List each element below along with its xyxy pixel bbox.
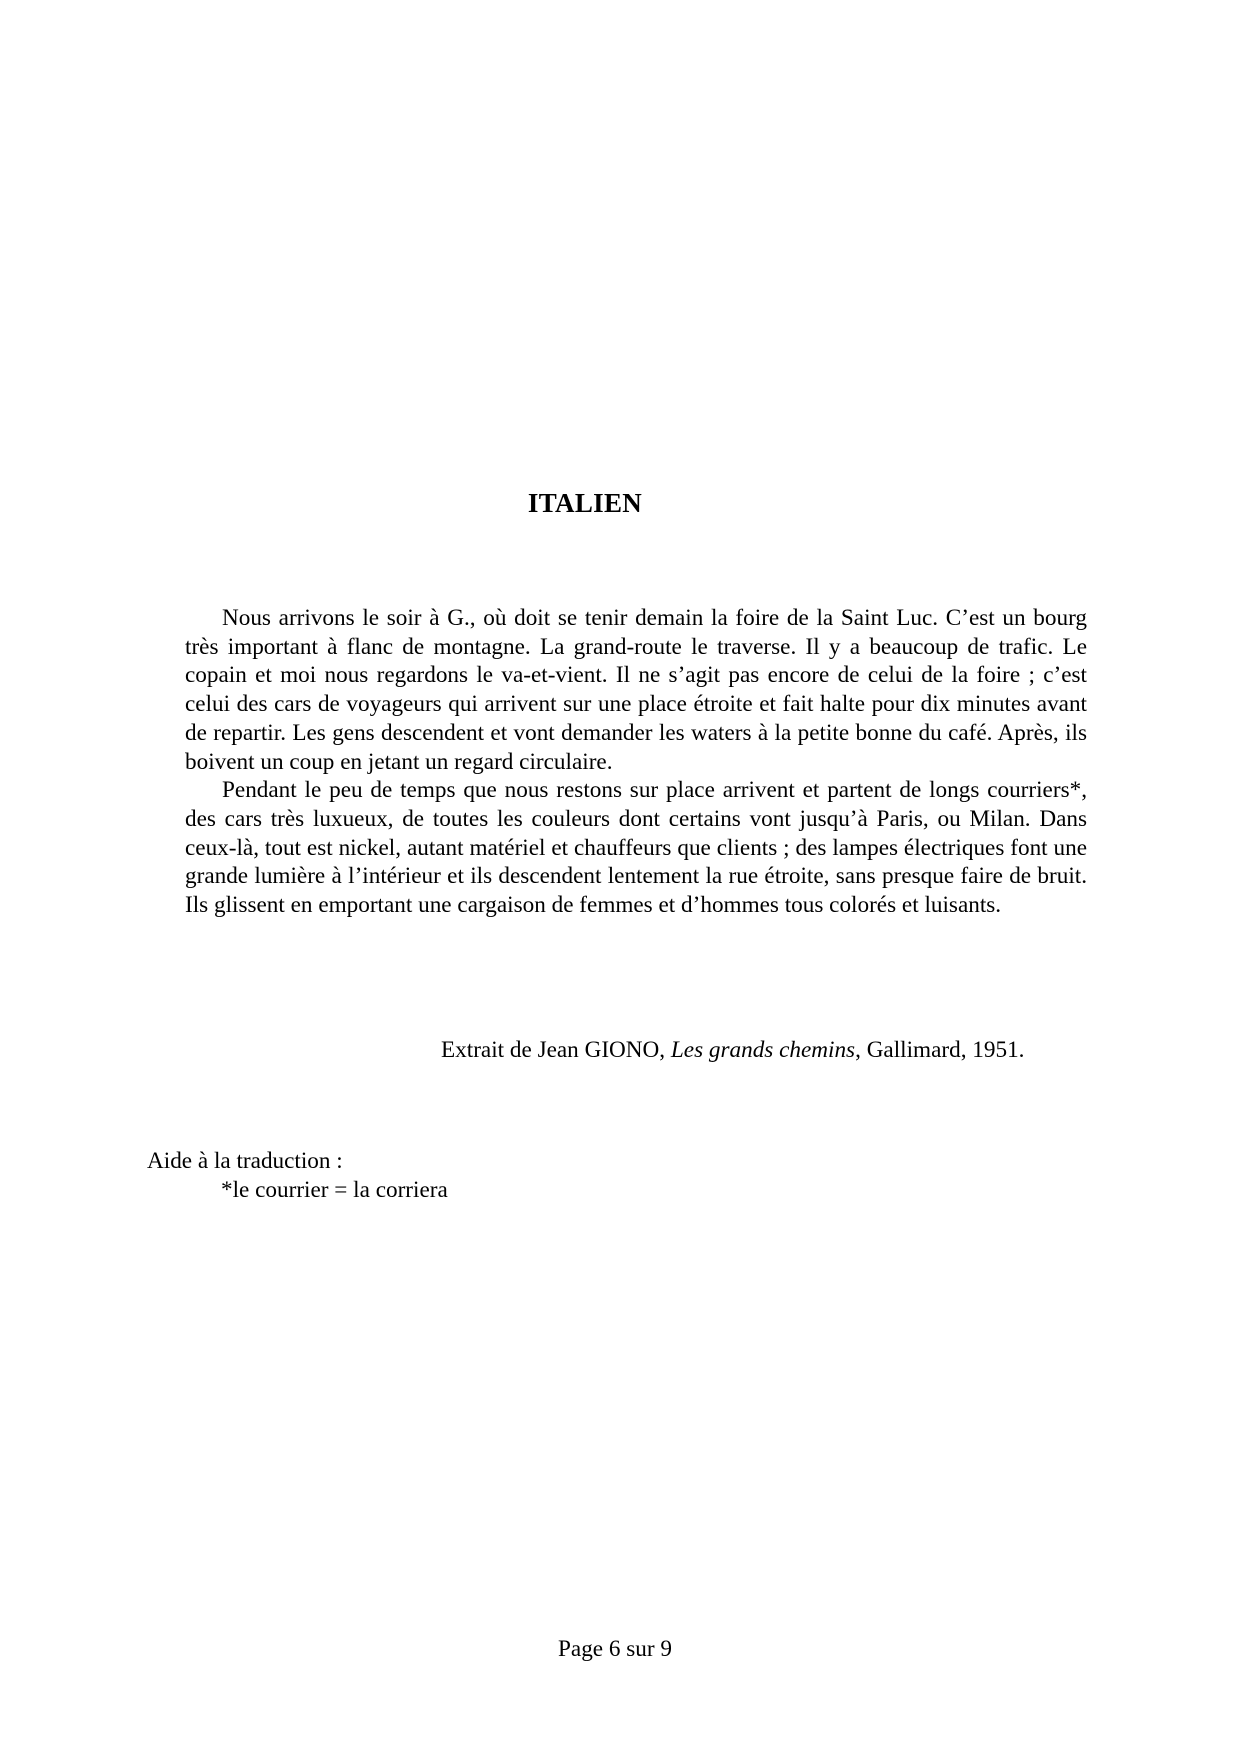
translation-note: *le courrier = la corriera: [221, 1176, 448, 1203]
translation-help-heading: Aide à la traduction :: [147, 1148, 343, 1174]
attribution-prefix: Extrait de Jean GIONO,: [441, 1037, 671, 1063]
paragraph-2: Pendant le peu de temps que nous restons sur place arrivent et partent de longs courriers*, des cars très luxueux, de toutes les couleurs dont certains vont jusqu’à Paris, ou Milan. Dans ceux-là, tout est nickel, autant matériel et chauffeurs que clients ; des lampes électriques font une grande lumière à l’intérieur et ils descendent lentement la rue étroite, sans presque faire de bruit. Ils glissent en emportant une cargaison de femmes et d’hommes tous colorés et luisants.: [185, 777, 1087, 919]
translation-help: [147, 1147, 448, 1204]
page-title: ITALIEN: [527, 488, 643, 518]
work-title: Les grands chemins: [670, 1037, 856, 1063]
passage-text: [185, 604, 1087, 920]
attribution-suffix: , Gallimard, 1951.: [855, 1037, 1025, 1063]
paragraph-1: Nous arrivons le soir à G., où doit se tenir demain la foire de la Saint Luc. C’est un bourg très important à flanc de montagne. La grand-route le traverse. Il y a beaucoup de trafic. Le copain et moi nous regardons le va-et-vient. Il ne s’agit pas encore de celui de la foire ; c’est celui des cars de voyageurs qui arrivent sur une place étroite et fait halte pour dix minutes avant de repartir. Les gens descendent et vont demander les waters à la petite bonne du café. Après, ils boivent un coup en jetant un regard circulaire.: [185, 605, 1087, 775]
page-number: Page 6 sur 9: [558, 1636, 672, 1662]
source-attribution: [441, 1036, 1024, 1065]
